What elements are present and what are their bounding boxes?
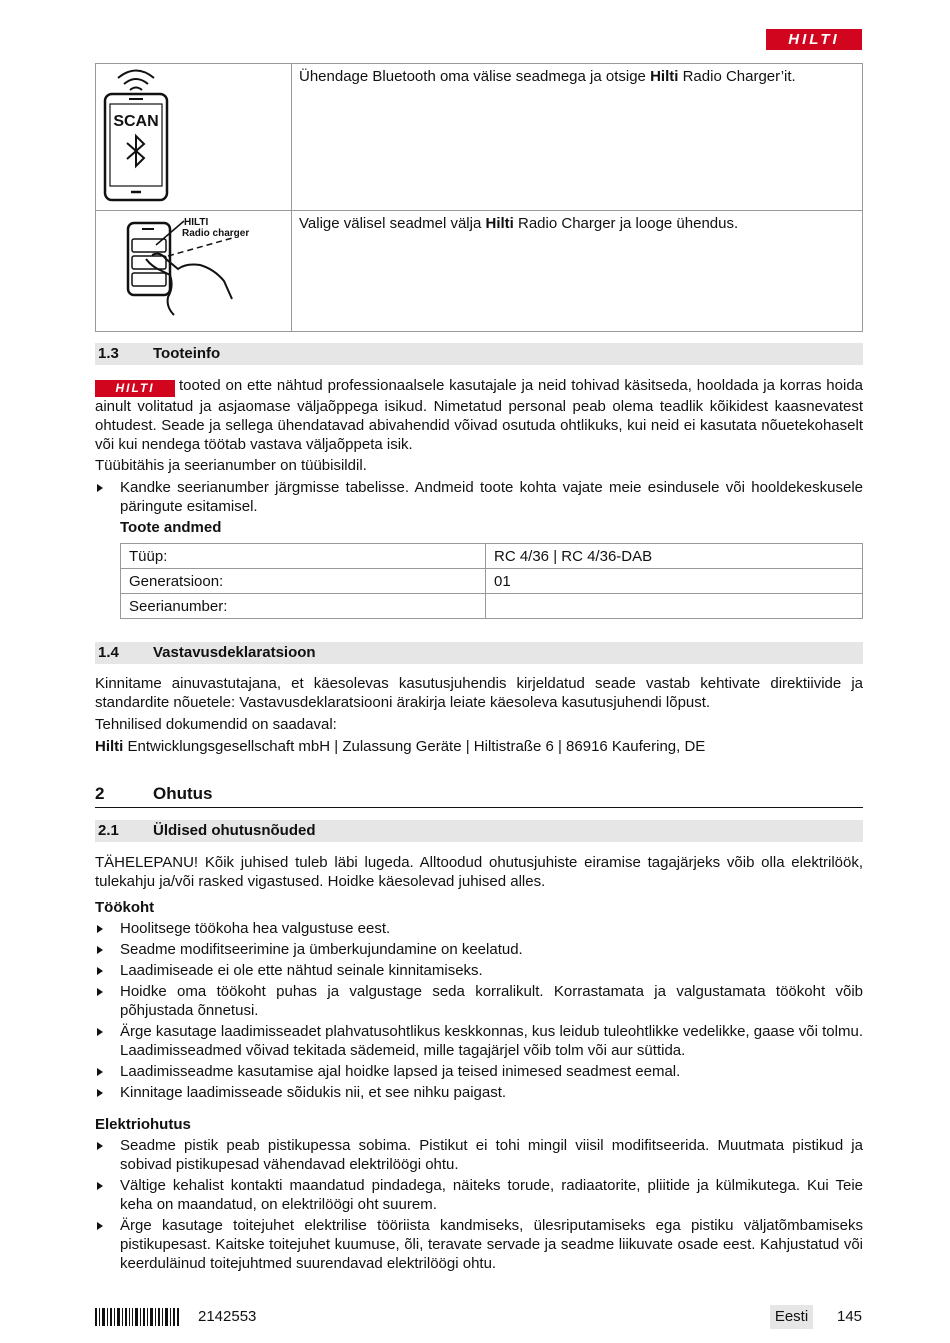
step-image-cell xyxy=(96,211,292,332)
step-text: Valige välisel seadmel välja Hilti Radio Charger ja looge ühendus. xyxy=(292,211,863,332)
bullet-icon xyxy=(97,988,103,996)
type-plate-paragraph: Tüübitähis ja seerianumber on tüübisildil. xyxy=(95,457,367,474)
bullet-icon xyxy=(97,1222,103,1230)
list-item: Hoidke oma töökoht puhas ja valgustage seda korralikult. Korrastamata ja valgustamata töökoht võib põhjustada õnnetusi. xyxy=(95,982,863,1020)
list-item: Seadme pistik peab pistikupessa sobima. Pistikut ei tohi mingil viisil modifitseerida. Muutmata pistikud ja sobivad pistikupesad vähendavad elektrilöögi ohtu. xyxy=(95,1136,863,1174)
table-row: Generatsioon: 01 xyxy=(121,569,863,594)
bullet-icon xyxy=(97,925,103,933)
list-item: Laadimiseade ei ole ette nähtud seinale kinnitamiseks. xyxy=(95,961,863,980)
product-data-table xyxy=(120,543,863,619)
step-text: Ühendage Bluetooth oma välise seadmega ja otsige Hilti Radio Charger’it. xyxy=(292,64,863,211)
safety-warning-paragraph: TÄHELEPANU! Kõik juhised tuleb läbi lugeda. Alltoodud ohutusjuhiste eiramise tagajärjeks võib olla elektrilöök, tulekahju ja/või rasked vigastused. Hoidke käesolevad juhised alles. xyxy=(95,854,863,890)
bullet-icon xyxy=(97,1089,103,1097)
bullet-icon xyxy=(97,1182,103,1190)
list-item: Kinnitage laadimisseade sõidukis nii, et see nihku paigast. xyxy=(95,1083,863,1102)
hilti-device-label: HILTI xyxy=(184,217,209,228)
bullet-icon xyxy=(97,1028,103,1036)
connection-steps-table xyxy=(95,63,863,332)
step-row-scan xyxy=(96,64,863,211)
barcode-icon xyxy=(95,1308,180,1326)
page-footer xyxy=(95,1305,863,1329)
technical-docs-paragraph: Tehnilised dokumendid on saadaval: xyxy=(95,716,337,733)
hilti-logo xyxy=(766,29,862,50)
phone-scan-icon xyxy=(96,64,291,205)
hilti-logo-text: HILTI xyxy=(788,31,840,48)
workplace-heading: Töökoht xyxy=(95,899,155,916)
radio-charger-device-label: Radio charger xyxy=(182,228,250,239)
step-row-connect xyxy=(96,211,863,332)
electrical-safety-heading: Elektriohutus xyxy=(95,1116,191,1133)
serial-number-entry-cell xyxy=(486,594,863,619)
page-number: 145 xyxy=(837,1308,863,1325)
serial-bullet-list xyxy=(95,478,863,518)
list-item: Ärge kasutage laadimisseadet plahvatusohtlikus keskkonnas, kus leidub tuleohtlikke vedelikke, gaase või tolmu. Laadimisseadmed võivad tekitada sädemeid, mille tagajärjel võib tolm või aur süttida. xyxy=(95,1022,863,1060)
scan-label: SCAN xyxy=(113,113,159,130)
chapter-heading-2: 2 Ohutus xyxy=(95,782,863,808)
bullet-icon xyxy=(97,967,103,975)
bullet-icon xyxy=(97,946,103,954)
product-info-paragraph: HILTI tooted on ette nähtud professionaalsele kasutajale ja neid tohivad käsitseda, hooldada ja korras hoida ainult volitatud ja asjaomase väljaõppega isikud. Nimetatud personal peab olema teadlik kõikidest kaasnevatest ohtudest. Seade ja sellega ühendatavad abivahendid võivad osutuda ohtlikuks, kui neid ei kasutata nõuetekohaselt või kui nendega töötab vastava väljaõppeta isik. xyxy=(95,377,863,453)
language-label: Eesti xyxy=(770,1305,813,1329)
document-number: 2142553 xyxy=(198,1308,257,1325)
table-row: Seerianumber: xyxy=(121,594,863,619)
section-heading-1-4: 1.4 Vastavusdeklaratsioon xyxy=(95,642,863,664)
product-data-title: Toote andmed xyxy=(120,519,222,536)
list-item: Ärge kasutage toitejuhet elektrilise tööriista kandmiseks, ülesriputamiseks ega pistiku väljatõmbamiseks pistikupesast. Kaitske toitejuhet kuumuse, õli, teravate servade ja seadme liikuvate osade eest. Kahjustatud või keerduläinud toitejuhtmed suurendavad elektrilöögi ohtu. xyxy=(95,1216,863,1273)
bullet-icon xyxy=(97,1068,103,1076)
workplace-list xyxy=(95,919,863,1104)
declaration-paragraph: Kinnitame ainuvastutajana, et käesolevas kasutusjuhendis kirjeldatud seade vastab kehtivate direktiivide ja standardite nõuetele: Vastavusdeklaratsiooni ärakirja leiate käesoleva kasutusjuhendi lõpust. xyxy=(95,675,863,711)
bullet-icon xyxy=(97,1142,103,1150)
list-item: Seadme modifitseerimine ja ümberkujundamine on keelatud. xyxy=(95,940,863,959)
address-paragraph: Hilti Entwicklungsgesellschaft mbH | Zulassung Geräte | Hiltistraße 6 | 86916 Kaufering, DE xyxy=(95,738,706,755)
bullet-icon xyxy=(97,484,103,492)
section-heading-1-3: 1.3 Tooteinfo xyxy=(95,343,863,365)
hilti-logo-inline: HILTI xyxy=(95,380,175,397)
section-heading-2-1: 2.1 Üldised ohutusnõuded xyxy=(95,820,863,842)
step-image-cell xyxy=(96,64,292,211)
table-row: Tüüp: RC 4/36 | RC 4/36-DAB xyxy=(121,544,863,569)
list-item: Hoolitsege töökoha hea valgustuse eest. xyxy=(95,919,863,938)
phone-select-device-icon xyxy=(96,211,291,326)
list-item: Vältige kehalist kontakti maandatud pindadega, näiteks torude, radiaatorite, pliitide ja külmikutega. Kui Teie keha on maandatud, on elektrilöögi oht suurem. xyxy=(95,1176,863,1214)
electrical-safety-list xyxy=(95,1136,863,1275)
list-item: Laadimisseadme kasutamise ajal hoidke lapsed ja teised inimesed seadmest eemal. xyxy=(95,1062,863,1081)
list-item: Kandke seerianumber järgmisse tabelisse. Andmeid toote kohta vajate meie esindusele või hooldekeskusele päringute esitamisel. xyxy=(95,478,863,516)
